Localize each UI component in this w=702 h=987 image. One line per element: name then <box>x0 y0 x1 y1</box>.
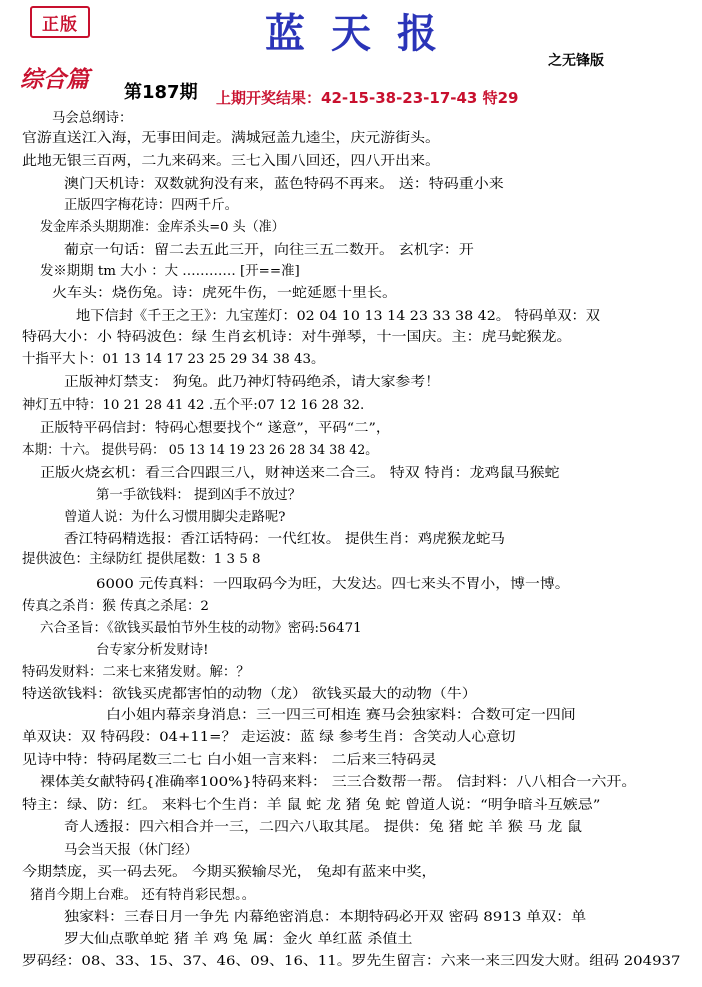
text-line: 香江特码精选报：香江话特码：一代红妆。 提供生肖：鸡虎猴龙蛇马 <box>64 532 505 547</box>
text-line: 发金库杀头期期准：金库杀头=0 头（准） <box>40 220 285 235</box>
text-line: 曾道人说：为什么习惯用脚尖走路呢? <box>64 510 286 525</box>
text-line: 奇人透报：四六相合并一三，二四六八取其尾。 提供：兔 猪 蛇 羊 猴 马 龙 鼠 <box>64 820 583 835</box>
text-line: 正版火烧玄机：看三合四跟三八，财神送来二合三。 特双 特肖：龙鸡鼠马猴蛇 <box>40 466 560 481</box>
text-line: 独家料：三春日月一争先 内幕绝密消息：本期特码必开双 密码 8913 单双：单 <box>64 910 587 925</box>
text-line: 罗大仙点歌单蛇 猪 羊 鸡 兔 属：金火 单红蓝 杀值土 <box>64 932 413 947</box>
text-line: 官游直送江入海，无事田间走。满城冠盖九逵尘，庆元游街头。 <box>22 131 440 146</box>
text-line: 特送欲钱料：欲钱买虎都害怕的动物（龙） 欲钱买最大的动物（牛） <box>22 687 477 702</box>
text-line: 特码大小：小 特码波色：绿 生肖玄机诗：对牛弹琴，十一国庆。主：虎马蛇猴龙。 <box>22 330 572 345</box>
text-line: 澳门天机诗：双数就狗没有来，蓝色特码不再来。 送：特码重小来 <box>64 177 504 192</box>
text-line: 火车头：烧伤兔。诗：虎死牛伤，一蛇延愿十里长。 <box>52 286 397 301</box>
text-line: 马会总纲诗： <box>52 111 133 126</box>
text-line: 白小姐内幕亲身消息：三一四三可相连 赛马会独家料：合数可定一四间 <box>106 708 576 723</box>
text-line: 裸体美女献特码{准确率100%}特码来料： 三三合数帮一帮。 信封料：八八相合一六开。 <box>40 775 637 790</box>
text-line: 今期禁庞，买一码去死。 今期买猴输尽光， 兔却有蓝来中奖， <box>22 865 437 880</box>
text-line: 马会当天报（休门经） <box>64 843 198 858</box>
text-line: 台专家分析发财诗! <box>96 643 209 658</box>
text-line: 此地无银三百两，二九来码来。三七入围八回还，四八开出来。 <box>22 154 440 169</box>
text-line: 正版神灯禁支： 狗兔。此乃神灯特码绝杀，请大家参考！ <box>64 375 441 390</box>
text-line: 特主：绿、防：红。 来料七个生肖：羊 鼠 蛇 龙 猪 兔 蛇 曾道人说：“明争暗斗互嫉忌” <box>22 798 601 813</box>
text-line: 单双诀：双 特码段：04+11=？ 走运波：蓝 绿 参考生肖：含笑动人心意切 <box>22 730 516 745</box>
text-line: 神灯五中特：10 21 28 41 42 .五个平:07 12 16 28 32. <box>22 398 365 413</box>
last-draw-result: 上期开奖结果：42-15-38-23-17-43 特29 <box>216 89 519 107</box>
text-line: 罗码经：08、33、15、37、46、09、16、11。罗先生留言：六来一来三四发大财。组码 204937 <box>22 954 681 969</box>
text-line: 6000 元传真料：一四取码今为旺，大发达。四七来头不胃小，博一博。 <box>96 577 570 592</box>
edition-label: 之无锋版 <box>548 53 604 69</box>
text-line: 正版特平码信封：特码心想要找个“ 遂意”，平码“二”， <box>40 421 391 436</box>
text-line: 提供波色：主绿防红 提供尾数：1 3 5 8 <box>22 552 261 567</box>
text-line: 发※期期 tm 大小 ：大 ………… [开==准] <box>40 264 300 279</box>
text-line: 第一手欲钱料： 提到凶手不放过？ <box>96 488 302 503</box>
text-line: 正版四字梅花诗：四两千斤。 <box>64 198 239 213</box>
genuine-edition-stamp: 正版 <box>30 6 90 38</box>
text-line: 见诗中特：特码尾数三二七 白小姐一言来料： 二后来三特码灵 <box>22 753 437 768</box>
newspaper-title: 蓝天报 <box>265 10 463 57</box>
text-line: 十指平大卜：01 13 14 17 23 25 29 34 38 43。 <box>22 352 325 367</box>
section-heading: 综合篇 <box>20 66 89 93</box>
text-line: 葡京一句话：留二去五此三开，向往三五二数开。 玄机字：开 <box>64 243 474 258</box>
text-line: 特码发财料：二来七来猪发财。解：？ <box>22 665 250 680</box>
text-line: 猪肖今期上台难。 还有特肖彩民想。。 <box>30 888 256 903</box>
text-line: 传真之杀肖：猴 传真之杀尾：2 <box>22 599 209 614</box>
text-line: 地下信封《千王之王》：九宝莲灯：02 04 10 13 14 23 33 38 42。 特码单双：双 <box>76 309 600 324</box>
text-line: 本期：十六。 提供号码： 05 13 14 19 23 26 28 34 38 42。 <box>22 443 378 458</box>
issue-number: 第187期 <box>124 82 198 103</box>
text-line: 六合圣旨：《欲钱买最怕节外生枝的动物》密码:56471 <box>40 621 362 636</box>
